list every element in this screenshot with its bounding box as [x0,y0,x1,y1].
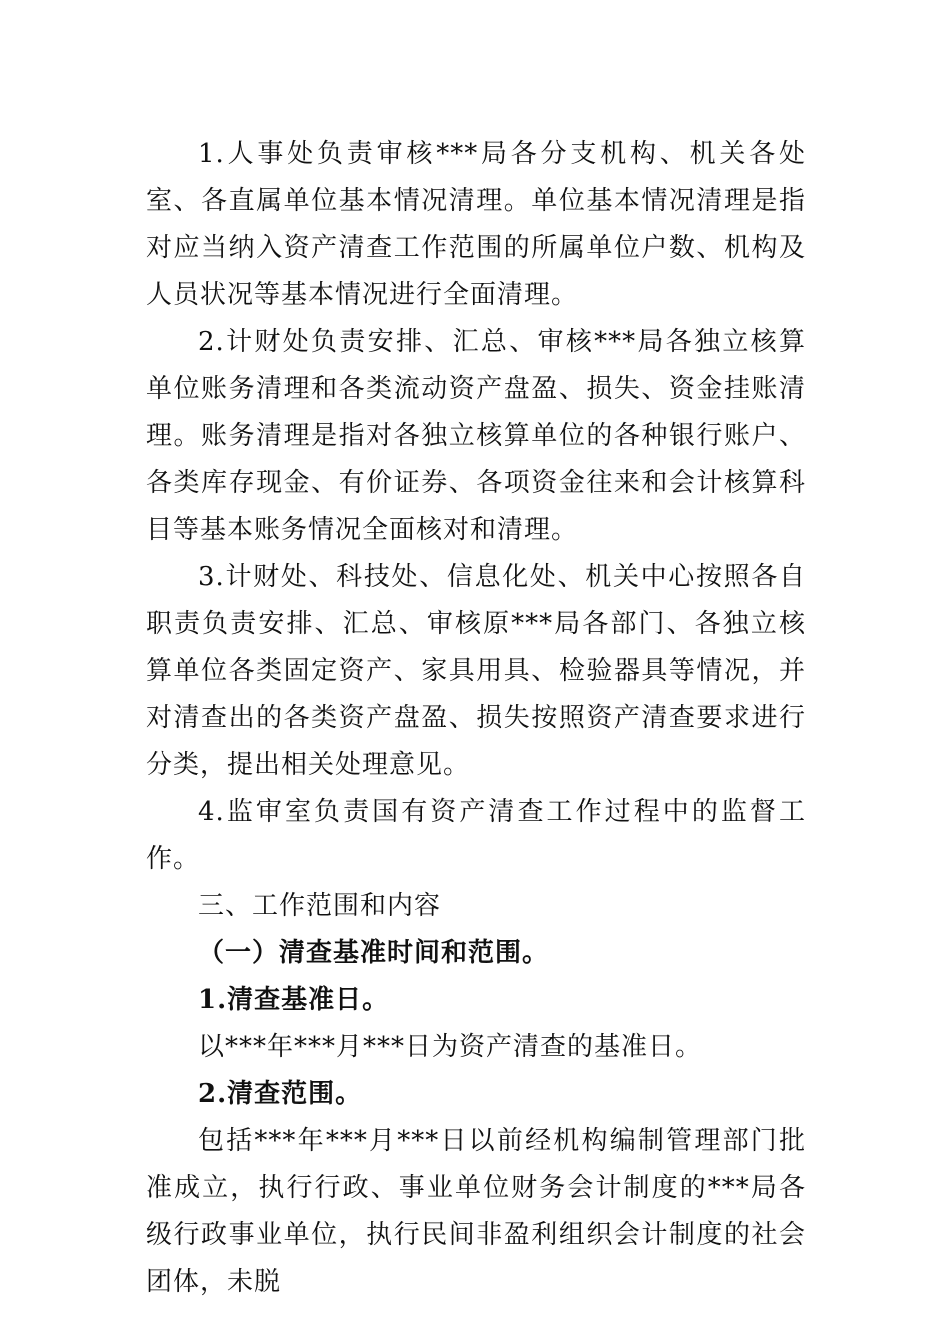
item-heading-base-date: 1.清查基准日。 [198,985,390,1015]
document-body [146,131,806,1306]
paragraph-range: 包括***年***月***日以前经机构编制管理部门批准成立，执行行政、事业单位财务会计制度的***局各级行政事业单位，执行民间非盈利组织会计制度的社会团体，未脱 [146,1126,806,1297]
paragraph-duty-personnel: 1.人事处负责审核***局各分支机构、机关各处室、各直属单位基本情况清理。单位基本情况清理是指对应当纳入资产清查工作范围的所属单位户数、机构及人员状况等基本情况进行全面清理。 [146,139,806,310]
paragraph-duty-finance: 2.计财处负责安排、汇总、审核***局各独立核算单位账务清理和各类流动资产盘盈、损失、资金挂账清理。账务清理是指对各独立核算单位的各种银行账户、各类库存现金、有价证券、各项资金往来和会计核算科目等基本账务情况全面核对和清理。 [146,327,806,545]
section-heading-scope: 三、工作范围和内容 [198,891,442,921]
paragraph-duty-fixed-assets: 3.计财处、科技处、信息化处、机关中心按照各自职责负责安排、汇总、审核原***局各部门、各独立核算单位各类固定资产、家具用具、检验器具等情况，并对清查出的各类资产盘盈、损失按照资产清查要求进行分类，提出相关处理意见。 [146,562,806,780]
subsection-heading-time-scope: （一）清查基准时间和范围。 [198,938,550,968]
paragraph-duty-audit: 4.监审室负责国有资产清查工作过程中的监督工作。 [146,797,806,874]
paragraph-base-date: 以***年***月***日为资产清查的基准日。 [198,1032,703,1062]
item-heading-range: 2.清查范围。 [198,1079,363,1109]
